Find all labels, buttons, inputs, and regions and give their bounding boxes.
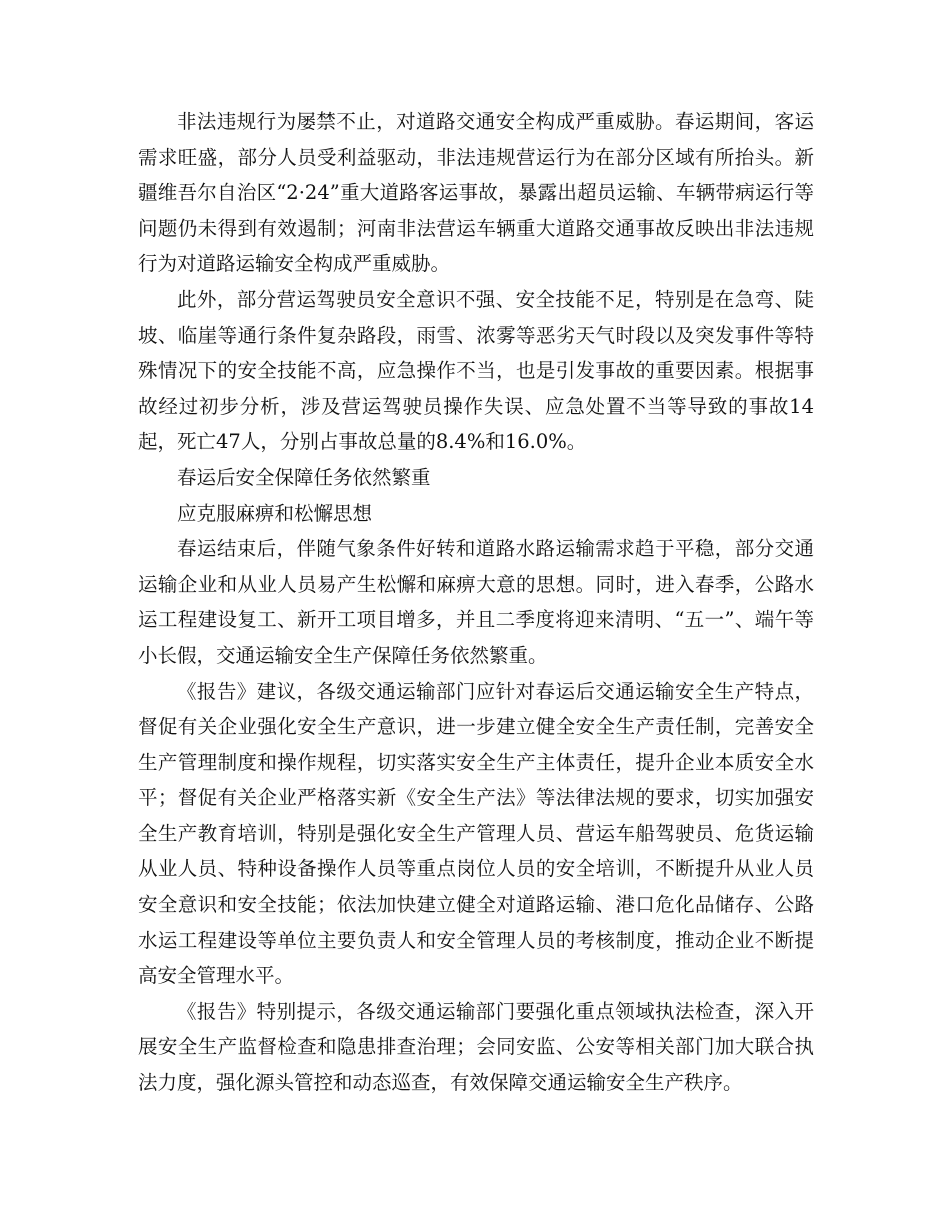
paragraph-driver-safety-skills: 此外，部分营运驾驶员安全意识不强、安全技能不足，特别是在急弯、陡坡、临崖等通行条件复杂路段，雨雪、浓雾等恶劣天气时段以及突发事件等特殊情况下的安全技能不高，应急操作不当，也是引发事故的重要因素。根据事故经过初步分析，涉及营运驾驶员操作失误、应急处置不当等导致的事故14起，死亡47人，分别占事故总量的8.4%和16.0%。 <box>138 287 814 454</box>
paragraph-report-recommendations: 《报告》建议，各级交通运输部门应针对春运后交通运输安全生产特点，督促有关企业强化安全生产意识，进一步建立健全安全生产责任制，完善安全生产管理制度和操作规程，切实落实安全生产主体责任，提升企业本质安全水平；督促有关企业严格落实新《安全生产法》等法律法规的要求，切实加强安全生产教育培训，特别是强化安全生产管理人员、营运车船驾驶员、危货运输从业人员、特种设备操作人员等重点岗位人员的安全培训，不断提升从业人员安全意识和安全技能；依法加快建立健全对道路运输、港口危化品储存、公路水运工程建设等单位主要负责人和安全管理人员的考核制度，推动企业不断提高安全管理水平。 <box>138 679 814 988</box>
document-body <box>138 104 814 1101</box>
paragraph-illegal-operations: 非法违规行为屡禁不止，对道路交通安全构成严重威胁。春运期间，客运需求旺盛，部分人员受利益驱动，非法违规营运行为在部分区域有所抬头。新疆维吾尔自治区“2·24”重大道路客运事故，暴露出超员运输、车辆带病运行等问题仍未得到有效遏制；河南非法营运车辆重大道路交通事故反映出非法违规行为对道路运输安全构成严重威胁。 <box>138 110 814 276</box>
section-heading-line-1: 春运后安全保障任务依然繁重 <box>177 465 431 489</box>
paragraph-report-special-reminder: 《报告》特别提示，各级交通运输部门要强化重点领域执法检查，深入开展安全生产监督检查和隐患排查治理；会同安监、公安等相关部门加大联合执法力度，强化源头管控和动态巡查，有效保障交通运输安全生产秩序。 <box>138 999 814 1095</box>
paragraph-post-spring-festival: 春运结束后，伴随气象条件好转和道路水路运输需求趋于平稳，部分交通运输企业和从业人员易产生松懈和麻痹大意的思想。同时，进入春季，公路水运工程建设复工、新开工项目增多，并且二季度将迎来清明、“五一”、端午等小长假，交通运输安全生产保障任务依然繁重。 <box>138 537 814 667</box>
section-heading-line-2: 应克服麻痹和松懈思想 <box>177 501 373 525</box>
